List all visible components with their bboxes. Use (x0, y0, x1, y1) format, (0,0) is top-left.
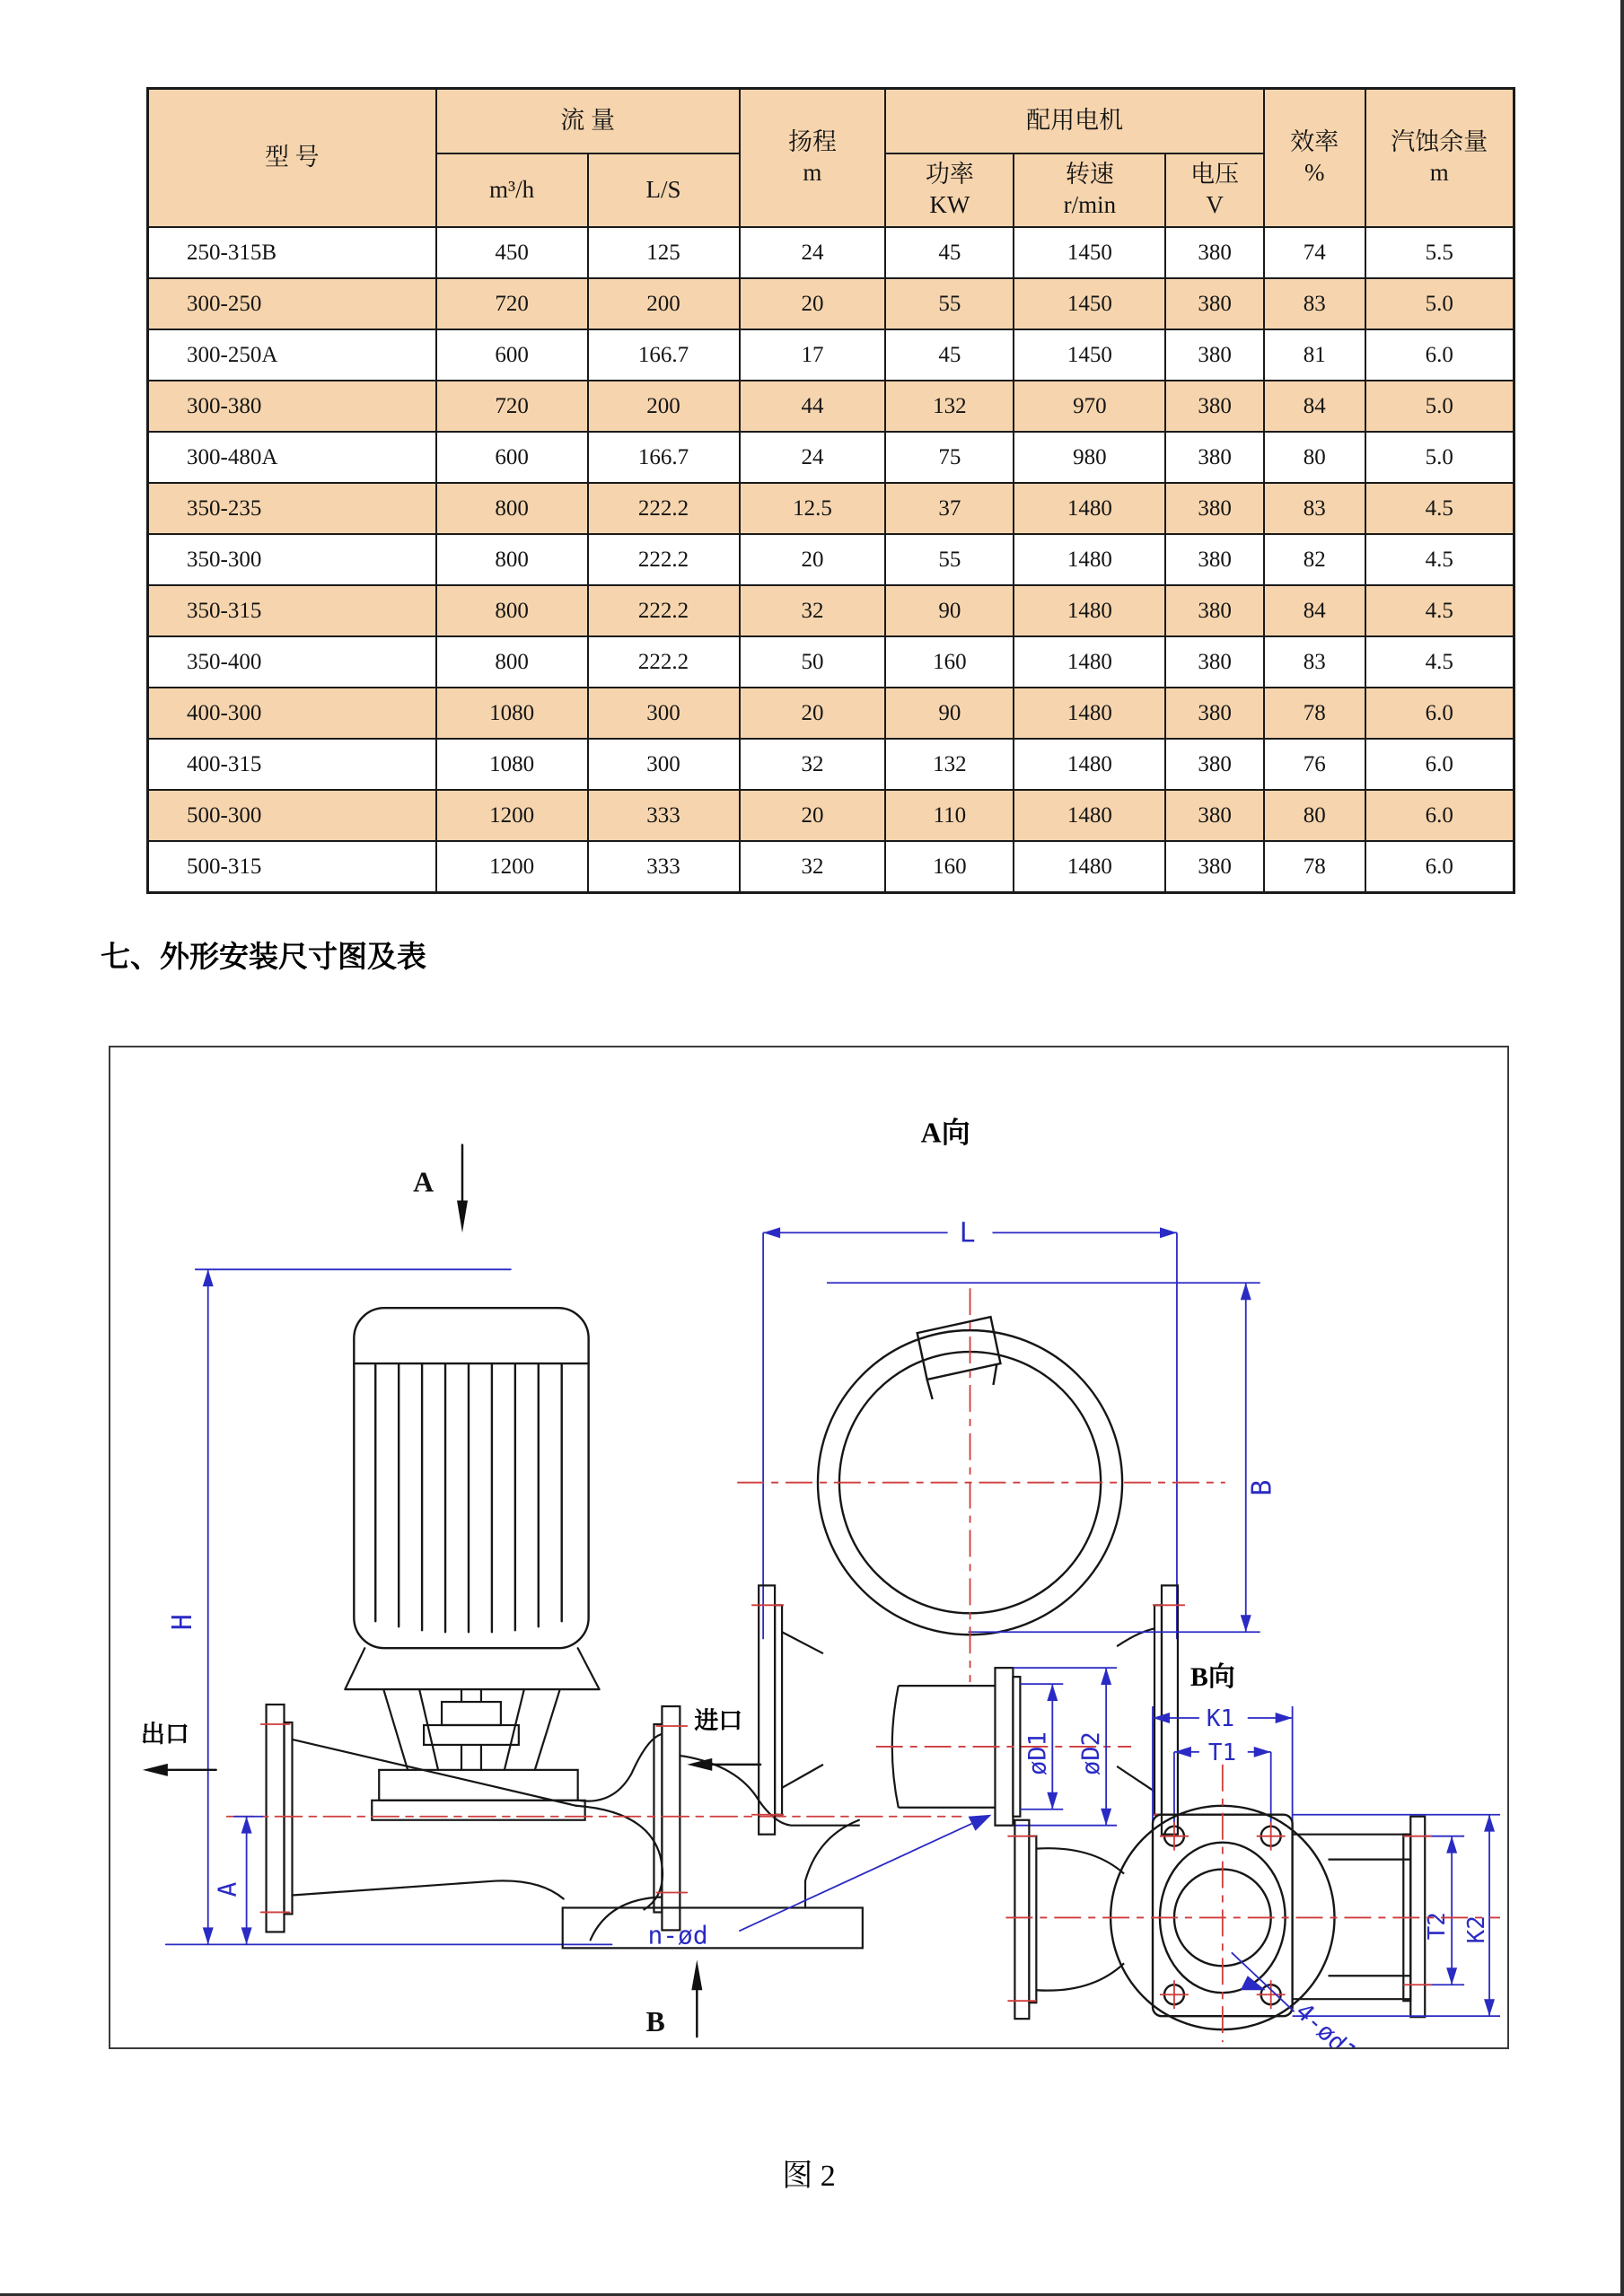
col-header-speed (1014, 153, 1165, 227)
value-cell: 12.5 (740, 483, 886, 534)
col-header-voltage (1165, 153, 1264, 227)
section-heading: 七、外形安装尺寸图及表 (101, 940, 426, 973)
value-cell: 5.0 (1365, 432, 1514, 483)
value-cell: 380 (1165, 227, 1264, 278)
section-b-arrowhead (691, 1959, 702, 1990)
value-cell: 20 (740, 790, 886, 841)
value-cell: 300 (588, 688, 740, 739)
model-cell: 350-400 (148, 636, 436, 688)
col-header-flow: 流 量 (436, 89, 740, 154)
table-row (148, 227, 1514, 278)
speed-label: 转速 (1065, 161, 1114, 188)
value-cell: 800 (436, 534, 588, 585)
value-cell: 4.5 (1365, 636, 1514, 688)
model-cell: 300-480A (148, 432, 436, 483)
model-cell: 400-315 (148, 739, 436, 790)
head-label: 扬程 (787, 128, 837, 156)
view-a (737, 1117, 1277, 1835)
page-edge-right (1620, 0, 1624, 2296)
table-row (148, 739, 1514, 790)
value-cell: 5.0 (1365, 381, 1514, 432)
table-row (148, 790, 1514, 841)
value-cell: 44 (740, 381, 886, 432)
value-cell: 4.5 (1365, 585, 1514, 636)
dim-t2-k2-lines (1293, 1815, 1500, 2016)
value-cell: 50 (740, 636, 886, 688)
dim-k2-label: K2 (1463, 1915, 1491, 1944)
value-cell: 1200 (436, 790, 588, 841)
value-cell: 200 (588, 381, 740, 432)
value-cell: 6.0 (1365, 841, 1514, 893)
value-cell: 333 (588, 790, 740, 841)
value-cell: 166.7 (588, 432, 740, 483)
model-cell: 300-250A (148, 329, 436, 381)
value-cell: 32 (740, 739, 886, 790)
four-od1-label: 4-ød1 (1289, 1997, 1363, 2047)
value-cell: 1480 (1014, 534, 1165, 585)
value-cell: 222.2 (588, 636, 740, 688)
table-row (148, 636, 1514, 688)
model-cell: 300-380 (148, 381, 436, 432)
value-cell: 110 (885, 790, 1014, 841)
value-cell: 32 (740, 841, 886, 893)
value-cell: 5.5 (1365, 227, 1514, 278)
pump-spec-table (146, 87, 1515, 894)
value-cell: 24 (740, 227, 886, 278)
n-od-label: n-ød (647, 1920, 708, 1950)
col-header-power (885, 153, 1014, 227)
value-cell: 20 (740, 278, 886, 329)
value-cell: 45 (885, 329, 1014, 381)
value-cell: 1200 (436, 841, 588, 893)
front-centerlines (227, 1724, 961, 1912)
value-cell: 84 (1264, 381, 1365, 432)
value-cell: 1450 (1014, 329, 1165, 381)
value-cell: 55 (885, 534, 1014, 585)
value-cell: 380 (1165, 483, 1264, 534)
value-cell: 980 (1014, 432, 1165, 483)
value-cell: 1480 (1014, 636, 1165, 688)
value-cell: 380 (1165, 841, 1264, 893)
value-cell: 450 (436, 227, 588, 278)
value-cell: 132 (885, 381, 1014, 432)
dim-k1-label: K1 (1206, 1704, 1235, 1732)
view-a-title: A向 (920, 1117, 970, 1149)
four-od1-arrowhead (1241, 1976, 1266, 1990)
outlet-label: 出口 (140, 1720, 189, 1748)
value-cell: 970 (1014, 381, 1165, 432)
value-cell: 45 (885, 227, 1014, 278)
efficiency-label: 效率 (1290, 128, 1339, 156)
value-cell: 82 (1264, 534, 1365, 585)
dim-a-label: A (212, 1881, 242, 1897)
value-cell: 380 (1165, 278, 1264, 329)
value-cell: 80 (1264, 790, 1365, 841)
value-cell: 83 (1264, 278, 1365, 329)
value-cell: 600 (436, 432, 588, 483)
value-cell: 380 (1165, 739, 1264, 790)
spec-table-body (148, 227, 1514, 893)
view-b-right-flange (1293, 1817, 1426, 2017)
value-cell: 380 (1165, 432, 1264, 483)
dim-l-label: L (959, 1217, 976, 1249)
model-cell: 500-315 (148, 841, 436, 893)
motor-stool (345, 1648, 599, 1820)
value-cell: 380 (1165, 790, 1264, 841)
value-cell: 24 (740, 432, 886, 483)
value-cell: 75 (885, 432, 1014, 483)
installation-dimension-drawing (109, 1046, 1509, 2049)
value-cell: 1450 (1014, 227, 1165, 278)
value-cell: 32 (740, 585, 886, 636)
motor-body (354, 1308, 588, 1648)
view-b (1005, 1662, 1500, 2047)
value-cell: 17 (740, 329, 886, 381)
col-header-flow-ls: L/S (588, 153, 740, 227)
inlet-label: 进口 (694, 1706, 743, 1734)
col-header-npsh (1365, 89, 1514, 228)
value-cell: 78 (1264, 841, 1365, 893)
model-cell: 350-235 (148, 483, 436, 534)
pump-drawing-svg (110, 1047, 1507, 2047)
value-cell: 333 (588, 841, 740, 893)
view-b-centerlines (1005, 1765, 1500, 2042)
pump-base (563, 1907, 863, 1948)
model-cell: 500-300 (148, 790, 436, 841)
value-cell: 83 (1264, 483, 1365, 534)
value-cell: 800 (436, 483, 588, 534)
speed-unit: r/min (1063, 191, 1117, 218)
voltage-label: 电压 (1190, 161, 1240, 188)
value-cell: 1080 (436, 688, 588, 739)
efficiency-unit: % (1304, 159, 1325, 186)
table-row (148, 534, 1514, 585)
npsh-label: 汽蚀余量 (1391, 128, 1488, 156)
n-od-arrowhead (969, 1815, 992, 1831)
value-cell: 1480 (1014, 841, 1165, 893)
dim-b-label: B (1246, 1479, 1278, 1496)
value-cell: 222.2 (588, 483, 740, 534)
dim-t1-label: T1 (1207, 1739, 1237, 1766)
value-cell: 380 (1165, 534, 1264, 585)
value-cell: 160 (885, 636, 1014, 688)
value-cell: 55 (885, 278, 1014, 329)
dim-h-lines (166, 1269, 612, 1944)
table-row (148, 483, 1514, 534)
value-cell: 160 (885, 841, 1014, 893)
dim-h-label: H (166, 1614, 198, 1631)
npsh-unit: m (1429, 159, 1449, 186)
dim-d2-label: øD2 (1077, 1731, 1106, 1775)
front-elevation-view (141, 1145, 961, 2037)
value-cell: 380 (1165, 381, 1264, 432)
value-cell: 1450 (1014, 278, 1165, 329)
value-cell: 600 (436, 329, 588, 381)
value-cell: 4.5 (1365, 483, 1514, 534)
value-cell: 200 (588, 278, 740, 329)
value-cell: 132 (885, 739, 1014, 790)
value-cell: 166.7 (588, 329, 740, 381)
value-cell: 6.0 (1365, 329, 1514, 381)
value-cell: 300 (588, 739, 740, 790)
outlet-arrowhead (143, 1764, 168, 1776)
value-cell: 4.5 (1365, 534, 1514, 585)
value-cell: 5.0 (1365, 278, 1514, 329)
power-unit: KW (929, 191, 970, 218)
value-cell: 6.0 (1365, 739, 1514, 790)
value-cell: 125 (588, 227, 740, 278)
model-cell: 350-315 (148, 585, 436, 636)
value-cell: 81 (1264, 329, 1365, 381)
value-cell: 84 (1264, 585, 1365, 636)
value-cell: 380 (1165, 688, 1264, 739)
value-cell: 37 (885, 483, 1014, 534)
value-cell: 83 (1264, 636, 1365, 688)
dim-b-lines (827, 1283, 1260, 1632)
col-header-efficiency (1264, 89, 1365, 228)
model-cell: 250-315B (148, 227, 436, 278)
value-cell: 380 (1165, 329, 1264, 381)
value-cell: 222.2 (588, 534, 740, 585)
view-a-flanges (759, 1585, 1178, 1834)
value-cell: 720 (436, 381, 588, 432)
col-header-head (740, 89, 886, 228)
value-cell: 20 (740, 688, 886, 739)
inlet-flange (662, 1706, 680, 1930)
value-cell: 1480 (1014, 790, 1165, 841)
value-cell: 1480 (1014, 688, 1165, 739)
table-row (148, 381, 1514, 432)
col-header-model: 型 号 (148, 89, 436, 228)
value-cell: 90 (885, 585, 1014, 636)
value-cell: 90 (885, 688, 1014, 739)
value-cell: 74 (1264, 227, 1365, 278)
model-cell: 300-250 (148, 278, 436, 329)
value-cell: 720 (436, 278, 588, 329)
table-row (148, 329, 1514, 381)
value-cell: 800 (436, 636, 588, 688)
value-cell: 800 (436, 585, 588, 636)
dim-t2-label: T2 (1424, 1912, 1452, 1941)
dim-d1-label: øD1 (1023, 1731, 1052, 1775)
value-cell: 1480 (1014, 739, 1165, 790)
table-row (148, 585, 1514, 636)
head-unit: m (803, 159, 822, 186)
view-b-left-flange (1014, 1820, 1124, 2019)
col-header-motor: 配用电机 (885, 89, 1264, 154)
model-cell: 350-300 (148, 534, 436, 585)
pump-casing (267, 1704, 863, 1948)
figure-caption: 图 2 (782, 2160, 836, 2193)
dim-a-lines (234, 1817, 263, 1945)
section-b-label: B (645, 2006, 665, 2038)
value-cell: 1480 (1014, 585, 1165, 636)
model-cell: 400-300 (148, 688, 436, 739)
outlet-flange (267, 1704, 285, 1932)
view-b-title: B向 (1189, 1662, 1235, 1693)
value-cell: 6.0 (1365, 688, 1514, 739)
table-row (148, 432, 1514, 483)
value-cell: 6.0 (1365, 790, 1514, 841)
value-cell: 380 (1165, 636, 1264, 688)
value-cell: 1480 (1014, 483, 1165, 534)
table-row (148, 278, 1514, 329)
section-a-label: A (413, 1166, 435, 1198)
section-a-arrowhead (457, 1200, 468, 1232)
value-cell: 20 (740, 534, 886, 585)
value-cell: 78 (1264, 688, 1365, 739)
col-header-flow-m3h: m³/h (436, 153, 588, 227)
power-label: 功率 (925, 161, 974, 188)
table-row (148, 841, 1514, 893)
value-cell: 76 (1264, 739, 1365, 790)
four-od1-leader (1232, 1952, 1295, 2011)
value-cell: 380 (1165, 585, 1264, 636)
table-row (148, 688, 1514, 739)
voltage-unit: V (1206, 191, 1224, 218)
value-cell: 1080 (436, 739, 588, 790)
n-od-leader (739, 1824, 971, 1932)
value-cell: 80 (1264, 432, 1365, 483)
value-cell: 222.2 (588, 585, 740, 636)
